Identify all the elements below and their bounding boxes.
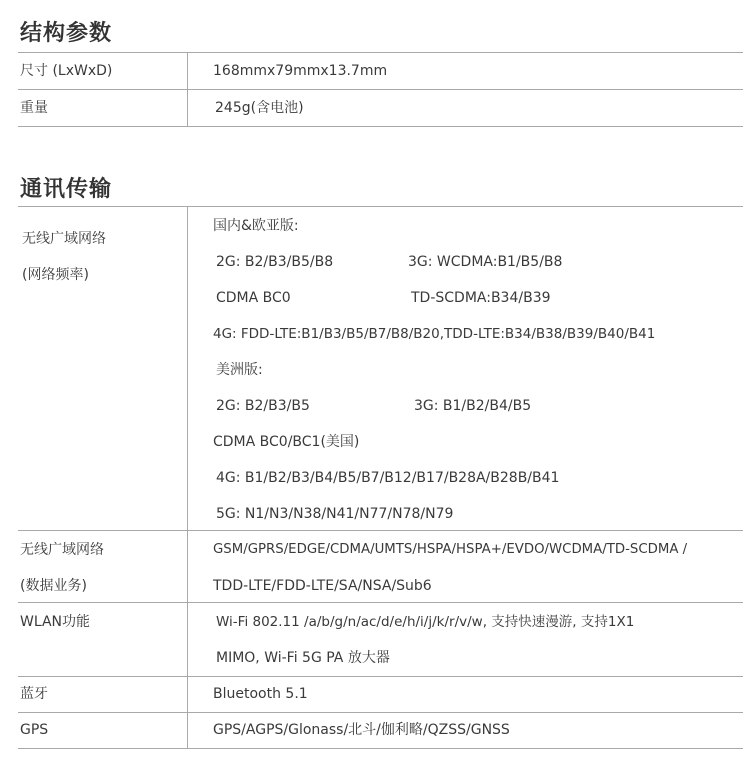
row-value-gps: GPS/AGPS/Glonass/北斗/伽利略/QZSS/GNSS <box>213 722 510 738</box>
row-label-wwan-data-line1: 无线广域网络 <box>20 542 104 558</box>
table-border-top <box>18 206 743 207</box>
row-value-wwan-data-line1: GSM/GPRS/EDGE/CDMA/UMTS/HSPA/HSPA+/EVDO/WCDMA/TD-SCDMA / <box>213 542 688 557</box>
row-label-wwan-data-line2: (数据业务) <box>20 578 87 594</box>
band-us-3g: 3G: B1/B2/B4/B5 <box>414 398 532 414</box>
band-us-2g: 2G: B2/B3/B5 <box>216 398 310 414</box>
row-label-bluetooth: 蓝牙 <box>20 686 48 702</box>
row-label-gps: GPS <box>20 722 49 738</box>
row-value-wlan-line1: Wi-Fi 802.11 /a/b/g/n/ac/d/e/h/i/j/k/r/v/w, 支持快速漫游, 支持1X1 <box>216 614 635 630</box>
band-cn-4g: 4G: FDD-LTE:B1/B3/B5/B7/B8/B20,TDD-LTE:B34/B38/B39/B40/B41 <box>213 326 656 342</box>
row-label-wlan: WLAN功能 <box>20 614 91 630</box>
row-label-dimensions: 尺寸 (LxWxD) <box>20 63 113 79</box>
row-value-wwan-data-line2: TDD-LTE/FDD-LTE/SA/NSA/Sub6 <box>213 578 432 594</box>
band-us-5g: 5G: N1/N3/N38/N41/N77/N78/N79 <box>216 506 454 522</box>
region-label-cn-eu: 国内&欧亚版: <box>213 218 299 234</box>
row-divider <box>18 676 743 677</box>
table-border-bottom <box>18 126 743 127</box>
band-cn-cdma: CDMA BC0 <box>216 290 291 306</box>
band-us-4g: 4G: B1/B2/B3/B4/B5/B7/B12/B17/B28A/B28B/B41 <box>216 470 560 486</box>
band-cn-tdscdma: TD-SCDMA:B34/B39 <box>411 290 551 306</box>
row-divider <box>18 712 743 713</box>
row-label-wwan-freq-line1: 无线广域网络 <box>22 231 106 247</box>
band-cn-3g: 3G: WCDMA:B1/B5/B8 <box>408 254 563 270</box>
region-label-us: 美洲版: <box>216 362 263 378</box>
row-divider <box>18 602 743 603</box>
row-divider <box>18 89 743 90</box>
section-title-communication: 通讯传输 <box>20 177 113 202</box>
band-us-cdma: CDMA BC0/BC1(美国) <box>213 434 360 450</box>
row-divider <box>18 530 743 531</box>
row-value-bluetooth: Bluetooth 5.1 <box>213 686 308 702</box>
row-value-weight: 245g(含电池) <box>215 100 304 116</box>
table-border-top <box>18 52 743 53</box>
band-cn-2g: 2G: B2/B3/B5/B8 <box>216 254 334 270</box>
column-divider <box>187 206 188 748</box>
row-label-weight: 重量 <box>20 100 48 116</box>
row-value-dimensions: 168mmx79mmx13.7mm <box>213 63 388 79</box>
row-value-wlan-line2: MIMO, Wi-Fi 5G PA 放大器 <box>216 650 390 666</box>
column-divider <box>187 52 188 126</box>
row-label-wwan-freq-line2: (网络频率) <box>22 267 89 283</box>
section-title-structure: 结构参数 <box>20 21 113 46</box>
table-border-bottom <box>18 748 743 749</box>
